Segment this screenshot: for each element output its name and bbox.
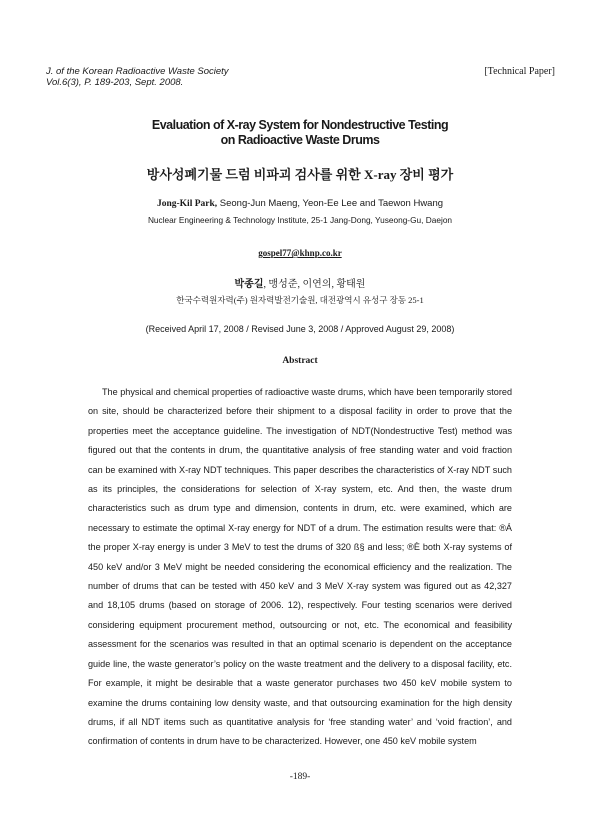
affiliation: Nuclear Engineering & Technology Institute, 25-1 Jang-Dong, Yuseong-Gu, Daejon [147,215,453,225]
korean-lead-author: 박종길 [234,279,264,290]
korean-co-authors: , 맹성준, 이연의, 황태원 [263,279,366,290]
journal-citation [46,66,229,88]
co-authors: Seong-Jun Maeng, Yeon-Ee Lee and Taewon Hwang [217,198,444,209]
lead-author: Jong-Kil Park, [156,199,218,209]
paper-title [0,118,600,148]
paper-type-label: [Technical Paper] [484,66,555,77]
korean-author-list [0,275,600,290]
title-line-1: Evaluation of X-ray System for Nondestructive Testing [151,118,449,132]
abstract-heading: Abstract [282,356,318,366]
korean-affiliation: 한국수력원자력(주) 원자력발전기술원, 대전광역시 유성구 장동 25-1 [176,295,424,305]
corresponding-email[interactable]: gospel77@khnp.co.kr [258,248,342,258]
journal-volume: Vol.6(3), P. 189-203, Sept. 2008. [46,77,184,88]
page-number: -189- [289,772,311,782]
journal-name: J. of the Korean Radioactive Waste Society [46,66,229,77]
title-line-2: on Radioactive Waste Drums [220,133,380,147]
korean-title: 방사성폐기물 드럼 비파괴 검사를 위한 X-ray 장비 평가 [146,167,454,182]
abstract-body: The physical and chemical properties of radioactive waste drums, which have been temporarily stored on site, should be characterized before their shipment to a disposal facility in order to prove that the properties meet the acceptance guideline. The investigation of NDT(Nondestructive Test) method was figured out that the contents in drum, the quantitative analysis of free standing water and void fraction can be examined with X-ray NDT techniques. This paper describes the characteristics of X-ray NDT such as its principles, the considerations for selection of X-ray system, etc. And then, the waste drum characteristics such as drum type and dimension, contents in drum, etc. were examined, which are necessary to estimate the optimal X-ray energy for NDT of a drum. The estimation results were that: ®Á the proper X-ray energy is under 3 MeV to test the drums of 320 ß§ and less; ®È both X-ray systems of 450 keV and/or 3 MeV might be needed considering the economical efficiency and the realization. The number of drums that can be tested with 450 keV and 3 MeV X-ray system was figured out as 42,327 and 18,105 drums (based on storage of 2006. 12), respectively. Four testing scenarios were derived considering equipment procurement method, outsourcing or not, etc. The economical and feasibility assessment for the scenarios was resulted in that an optimal scenario is dependent on the acceptance guide line, the waste generator’s policy on the waste treatment and the delivery to a disposal facility, etc. For example, it might be desirable that a waste generator purchases two 450 keV mobile system to examine the drums containing low density waste, and that outsourcing examination for the high density drums, if all NDT items such as quantitative analysis for ‘free standing water’ and ‘void fraction’, and confirmation of contents in drum have to be characterized. However, one 450 keV mobile system [88,387,512,747]
received-dates: (Received April 17, 2008 / Revised June 3, 2008 / Approved August 29, 2008) [145,324,455,334]
author-list [0,198,600,209]
